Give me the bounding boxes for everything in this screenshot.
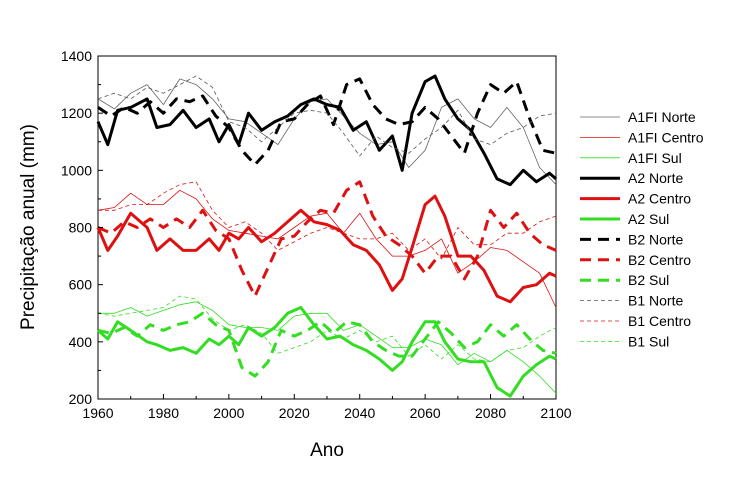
y-tick-label: 200 <box>68 391 92 407</box>
x-axis <box>82 394 571 421</box>
legend-label: A1FI Centro <box>628 129 704 146</box>
y-tick-label: 1000 <box>60 162 92 179</box>
y-tick-label: 1200 <box>60 105 92 122</box>
series-line-7 <box>98 79 556 165</box>
legend-label: A1FI Norte <box>628 109 696 125</box>
x-tick-label: 2040 <box>344 405 376 421</box>
legend-label: A2 Norte <box>628 170 684 187</box>
legend-label: B2 Centro <box>628 251 692 268</box>
legend-label: B1 Sul <box>628 333 670 350</box>
legend-label: A1FI Sul <box>628 149 682 166</box>
y-tick-label: 600 <box>68 276 92 293</box>
y-tick-label: 400 <box>68 333 92 350</box>
legend-label: A2 Centro <box>628 190 692 207</box>
series-line-2 <box>98 190 556 307</box>
x-axis-title: Ano <box>310 440 344 461</box>
y-axis-title: Precipitação anual (mm) <box>18 124 39 330</box>
x-tick-label: 1980 <box>147 405 180 421</box>
legend-label: B1 Norte <box>628 292 684 309</box>
x-tick-label: 2080 <box>474 405 507 421</box>
series-line-6 <box>98 308 556 397</box>
y-axis <box>61 48 103 407</box>
y-tick-label: 800 <box>68 219 92 236</box>
x-tick-label: 2100 <box>540 405 572 421</box>
legend-label: B1 Centro <box>628 313 692 329</box>
legend-label: A2 Sul <box>628 211 670 227</box>
series-layer <box>98 76 556 396</box>
y-tick-label: 1400 <box>60 48 92 64</box>
legend-label: B2 Sul <box>628 272 670 289</box>
x-tick-label: 2020 <box>278 405 310 421</box>
x-tick-label: 1960 <box>82 405 114 421</box>
x-tick-label: 2000 <box>213 405 245 421</box>
legend-label: B2 Norte <box>628 231 684 248</box>
series-line-10 <box>98 76 556 156</box>
x-tick-label: 2060 <box>409 405 441 421</box>
legend <box>580 109 704 349</box>
